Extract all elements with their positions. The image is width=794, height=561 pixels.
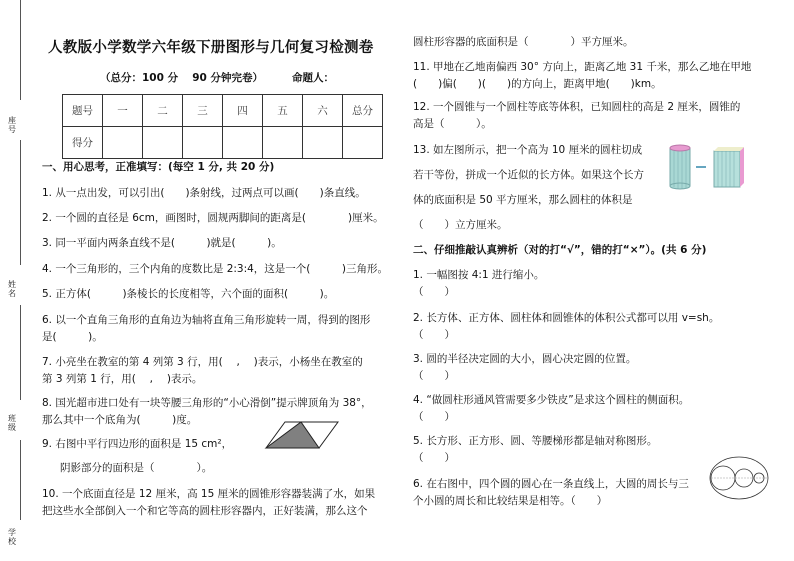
- question-line: 11. 甲地在乙地南偏西 30° 方向上，距离乙地 31 千米，那么乙地在甲地: [413, 61, 752, 73]
- question-line: 13. 如左图所示，把一个高为 10 厘米的圆柱切成: [413, 144, 643, 156]
- question-line: 4. “做圆柱形通风管需要多少铁皮”是求这个圆柱的侧面积。: [413, 394, 690, 406]
- question-line: 体的底面积是 50 平方厘米，那么圆柱的体积是: [413, 194, 633, 206]
- parallelogram-figure: [264, 420, 340, 450]
- margin-line: [20, 305, 21, 400]
- score-cell[interactable]: [343, 127, 383, 159]
- table-cell: 五: [263, 95, 303, 127]
- question-line: 12. 一个圆锥与一个圆柱等底等体积，已知圆柱的高是 2 厘米，圆锥的: [413, 101, 741, 113]
- question-line: 5. 长方形、正方形、圆、等腰梯形都是轴对称图形。: [413, 435, 658, 447]
- table-cell: 三: [183, 95, 223, 127]
- table-cell: 六: [303, 95, 343, 127]
- margin-label-name: 姓名: [8, 280, 16, 298]
- question-line: 若干等份，拼成一个近似的长方体。如果这个长方: [413, 169, 644, 181]
- question-line: 高是（ ）。: [413, 118, 492, 130]
- question-line: 第 3 列第 1 行，用( , )表示。: [42, 373, 203, 385]
- question-line: 6. 以一个直角三角形的直角边为轴将直角三角形旋转一周，得到的图形: [42, 314, 371, 326]
- table-cell: 总分: [343, 95, 383, 127]
- question-line: 个小圆的周长和比较结果是相等。（ ）: [413, 495, 608, 507]
- table-cell: 得分: [63, 127, 103, 159]
- question-line: 7. 小亮坐在教室的第 4 列第 3 行，用( , )表示，小杨坐在教室的: [42, 356, 363, 368]
- question-line: （ ）立方厘米。: [413, 219, 508, 231]
- question-line: 是( )。: [42, 331, 103, 343]
- question-line: 8. 国光超市进口处有一块等腰三角形的“小心滑倒”提示牌顶角为 38°，: [42, 397, 372, 409]
- margin-label-school: 学校: [8, 528, 16, 546]
- question-line: 2. 一个圆的直径是 6cm，画图时，圆规两脚间的距离是( )厘米。: [42, 212, 384, 224]
- question-line: 5. 正方体( )条棱长的长度相等，六个面的面积( )。: [42, 288, 335, 300]
- question-line: 把这些水全部倒入一个和它等高的圆柱形容器内，正好装满，那么这个: [42, 505, 368, 517]
- margin-line: [20, 140, 21, 265]
- margin-label-class: 班级: [8, 414, 16, 432]
- margin-line: [20, 440, 21, 520]
- table-cell: 二: [143, 95, 183, 127]
- four-circles-figure: [708, 455, 770, 501]
- margin-label-seat: 座号: [8, 116, 16, 134]
- table-row: [63, 127, 383, 159]
- score-info: （总分：100 分 90 分钟完卷）: [100, 72, 263, 84]
- question-line: 10. 一个底面直径是 12 厘米，高 15 厘米的圆锥形容器装满了水，如果: [42, 488, 376, 500]
- table-row: [63, 95, 383, 127]
- score-cell[interactable]: [183, 127, 223, 159]
- question-line: （ ）: [413, 286, 455, 298]
- score-cell[interactable]: [103, 127, 143, 159]
- score-cell[interactable]: [303, 127, 343, 159]
- question-line: 1. 从一点出发，可以引出( )条射线，过两点可以画( )条直线。: [42, 187, 366, 199]
- question-line: ( )偏( )( )的方向上，距离甲地( )km。: [413, 78, 662, 90]
- page-title: 人教版小学数学六年级下册图形与几何复习检测卷: [48, 40, 374, 56]
- margin-line: [20, 0, 21, 100]
- question-line: （ ）: [413, 370, 455, 382]
- score-cell[interactable]: [263, 127, 303, 159]
- table-cell: 一: [103, 95, 143, 127]
- question-line: 9. 右图中平行四边形的面积是 15 cm²，: [42, 438, 233, 450]
- question-line: 那么其中一个底角为( )度。: [42, 414, 198, 426]
- section-heading: 一、用心思考，正准填写：(每空 1 分, 共 20 分): [42, 161, 275, 173]
- question-line: 1. 一幅图按 4:1 进行缩小。: [413, 269, 545, 281]
- question-line: 3. 圆的半径决定圆的大小，圆心决定圆的位置。: [413, 353, 637, 365]
- question-line: 圆柱形容器的底面积是（ ）平方厘米。: [413, 36, 634, 48]
- question-line: （ ）: [413, 411, 455, 423]
- score-cell[interactable]: [143, 127, 183, 159]
- cylinder-to-cuboid-figure: [668, 143, 748, 193]
- question-line: 3. 同一平面内两条直线不是( )就是( )。: [42, 237, 282, 249]
- score-cell[interactable]: [223, 127, 263, 159]
- author-label: 命题人：: [292, 72, 334, 84]
- table-cell: 题号: [63, 95, 103, 127]
- section-heading: 二、仔细推敲认真辨析（对的打“√”，错的打“×”）。(共 6 分): [413, 244, 707, 256]
- question-line: （ ）: [413, 329, 455, 341]
- question-line: （ ）: [413, 452, 455, 464]
- question-line: 阴影部分的面积是（ ）。: [60, 462, 213, 474]
- score-table: [62, 94, 383, 159]
- question-line: 6. 在右图中，四个圆的圆心在一条直线上，大圆的周长与三: [413, 478, 689, 490]
- table-cell: 四: [223, 95, 263, 127]
- question-line: 2. 长方体、正方体、圆柱体和圆锥体的体积公式都可以用 v=sh。: [413, 312, 720, 324]
- question-line: 4. 一个三角形的，三个内角的度数比是 2:3:4，这是一个( )三角形。: [42, 263, 389, 275]
